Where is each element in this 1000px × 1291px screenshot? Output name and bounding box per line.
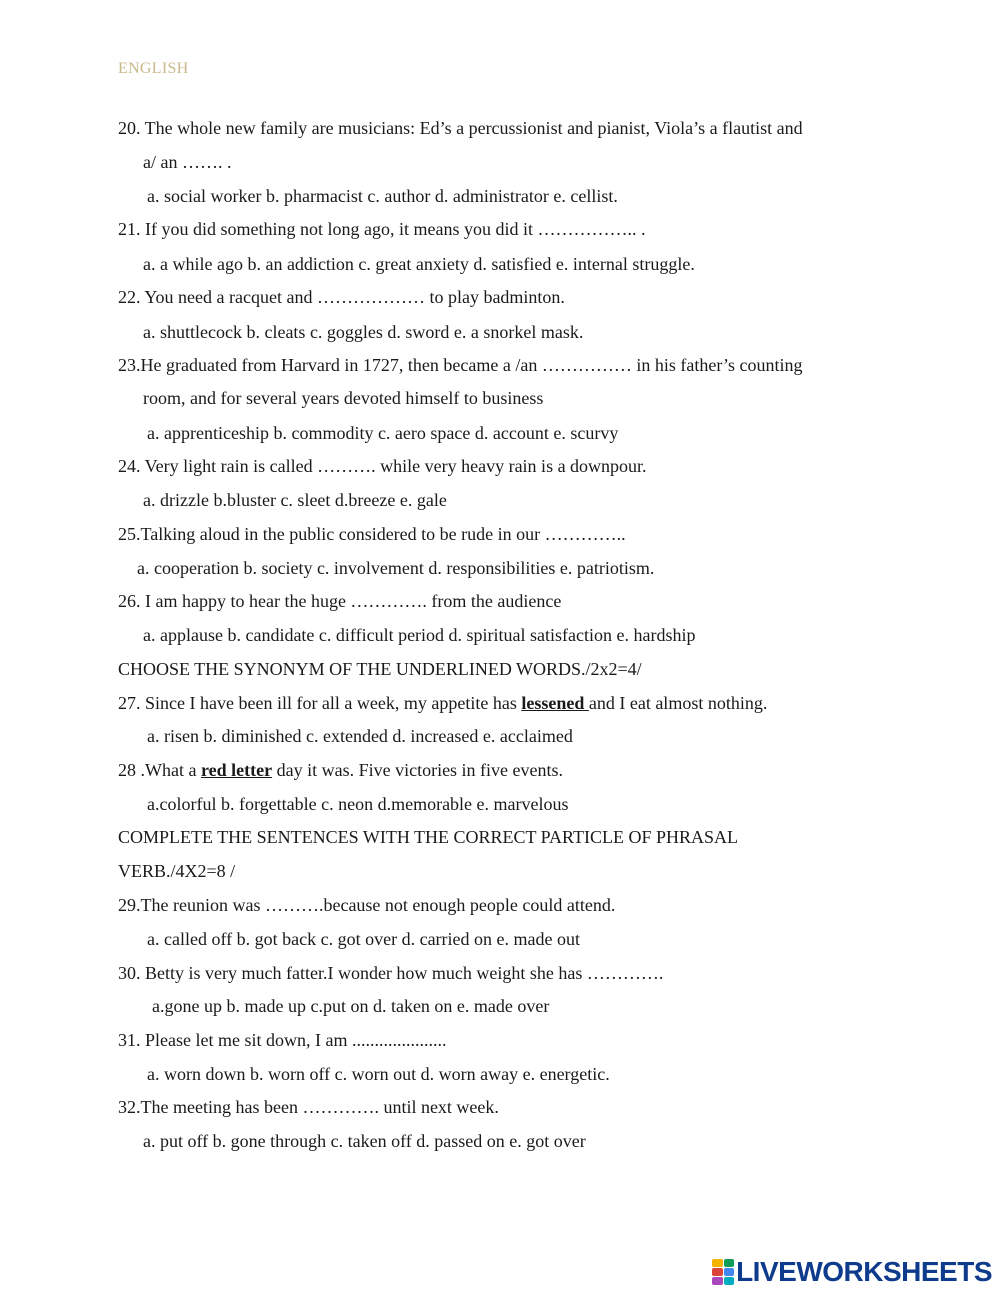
question-30-options: a.gone up b. made up c.put on d. taken on e. made over bbox=[152, 996, 550, 1016]
question-27-before: 27. Since I have been ill for all a week, my appetite has bbox=[118, 693, 522, 713]
question-20-line-1: 20. The whole new family are musicians: Ed’s a percussionist and pianist, Viola’s a flautist and bbox=[118, 118, 803, 138]
question-27-after: and I eat almost nothing. bbox=[588, 693, 768, 713]
question-28-underlined-word: red letter bbox=[200, 760, 273, 780]
question-23-options: a. apprenticeship b. commodity c. aero space d. account e. scurvy bbox=[147, 423, 619, 443]
question-25-text: 25.Talking aloud in the public considered to be rude in our ………….. bbox=[118, 524, 626, 544]
question-26-options: a. applause b. candidate c. difficult period d. spiritual satisfaction e. hardship bbox=[143, 625, 696, 645]
logo-square-icon bbox=[712, 1277, 723, 1285]
logo-square-icon bbox=[724, 1268, 735, 1276]
section-heading-phrasal-line-1: COMPLETE THE SENTENCES WITH THE CORRECT PARTICLE OF PHRASAL bbox=[118, 827, 738, 847]
logo-square-icon bbox=[712, 1259, 723, 1267]
logo-grid-icon bbox=[712, 1259, 734, 1285]
question-28-before: 28 .What a bbox=[118, 760, 201, 780]
question-21-text: 21. If you did something not long ago, it means you did it …………….. . bbox=[118, 219, 646, 239]
logo-square-icon bbox=[724, 1277, 735, 1285]
question-22-text: 22. You need a racquet and ……………… to play badminton. bbox=[118, 287, 565, 307]
question-24-text: 24. Very light rain is called ………. while very heavy rain is a downpour. bbox=[118, 456, 647, 476]
question-27-underlined-word: lessened bbox=[521, 693, 589, 713]
question-23-line-1: 23.He graduated from Harvard in 1727, then became a /an …………… in his father’s counting bbox=[118, 355, 803, 375]
question-31-options: a. worn down b. worn off c. worn out d. worn away e. energetic. bbox=[147, 1064, 610, 1084]
question-29-options: a. called off b. got back c. got over d. carried on e. made out bbox=[147, 929, 581, 949]
section-heading-phrasal-line-2: VERB./4X2=8 / bbox=[118, 861, 236, 881]
question-27-text bbox=[118, 692, 767, 714]
question-20-options: a. social worker b. pharmacist c. author d. administrator e. cellist. bbox=[147, 186, 618, 206]
logo-square-icon bbox=[712, 1268, 723, 1276]
header-subject: ENGLISH bbox=[118, 60, 189, 77]
question-24-options: a. drizzle b.bluster c. sleet d.breeze e. gale bbox=[143, 490, 447, 510]
question-28-text bbox=[118, 759, 563, 781]
liveworksheets-logo bbox=[712, 1257, 992, 1287]
question-27-options: a. risen b. diminished c. extended d. increased e. acclaimed bbox=[147, 726, 573, 746]
question-32-text: 32.The meeting has been …………. until next week. bbox=[118, 1097, 499, 1117]
question-28-options: a.colorful b. forgettable c. neon d.memorable e. marvelous bbox=[147, 794, 569, 814]
logo-square-icon bbox=[724, 1259, 735, 1267]
logo-text: LIVEWORKSHEETS bbox=[736, 1256, 992, 1287]
question-26-text: 26. I am happy to hear the huge …………. from the audience bbox=[118, 591, 562, 611]
section-heading-synonym: CHOOSE THE SYNONYM OF THE UNDERLINED WORDS./2x2=4/ bbox=[118, 659, 642, 679]
question-25-options: a. cooperation b. society c. involvement d. responsibilities e. patriotism. bbox=[137, 558, 655, 578]
question-31-text: 31. Please let me sit down, I am ..................... bbox=[118, 1030, 447, 1050]
question-23-line-2: room, and for several years devoted himself to business bbox=[143, 388, 544, 408]
question-20-line-2: a/ an ……. . bbox=[143, 152, 232, 172]
question-28-after: day it was. Five victories in five events. bbox=[272, 760, 564, 780]
question-30-text: 30. Betty is very much fatter.I wonder how much weight she has …………. bbox=[118, 963, 664, 983]
question-29-text: 29.The reunion was ……….because not enough people could attend. bbox=[118, 895, 616, 915]
question-22-options: a. shuttlecock b. cleats c. goggles d. sword e. a snorkel mask. bbox=[143, 322, 584, 342]
question-21-options: a. a while ago b. an addiction c. great anxiety d. satisfied e. internal struggle. bbox=[143, 254, 695, 274]
question-32-options: a. put off b. gone through c. taken off d. passed on e. got over bbox=[143, 1131, 586, 1151]
